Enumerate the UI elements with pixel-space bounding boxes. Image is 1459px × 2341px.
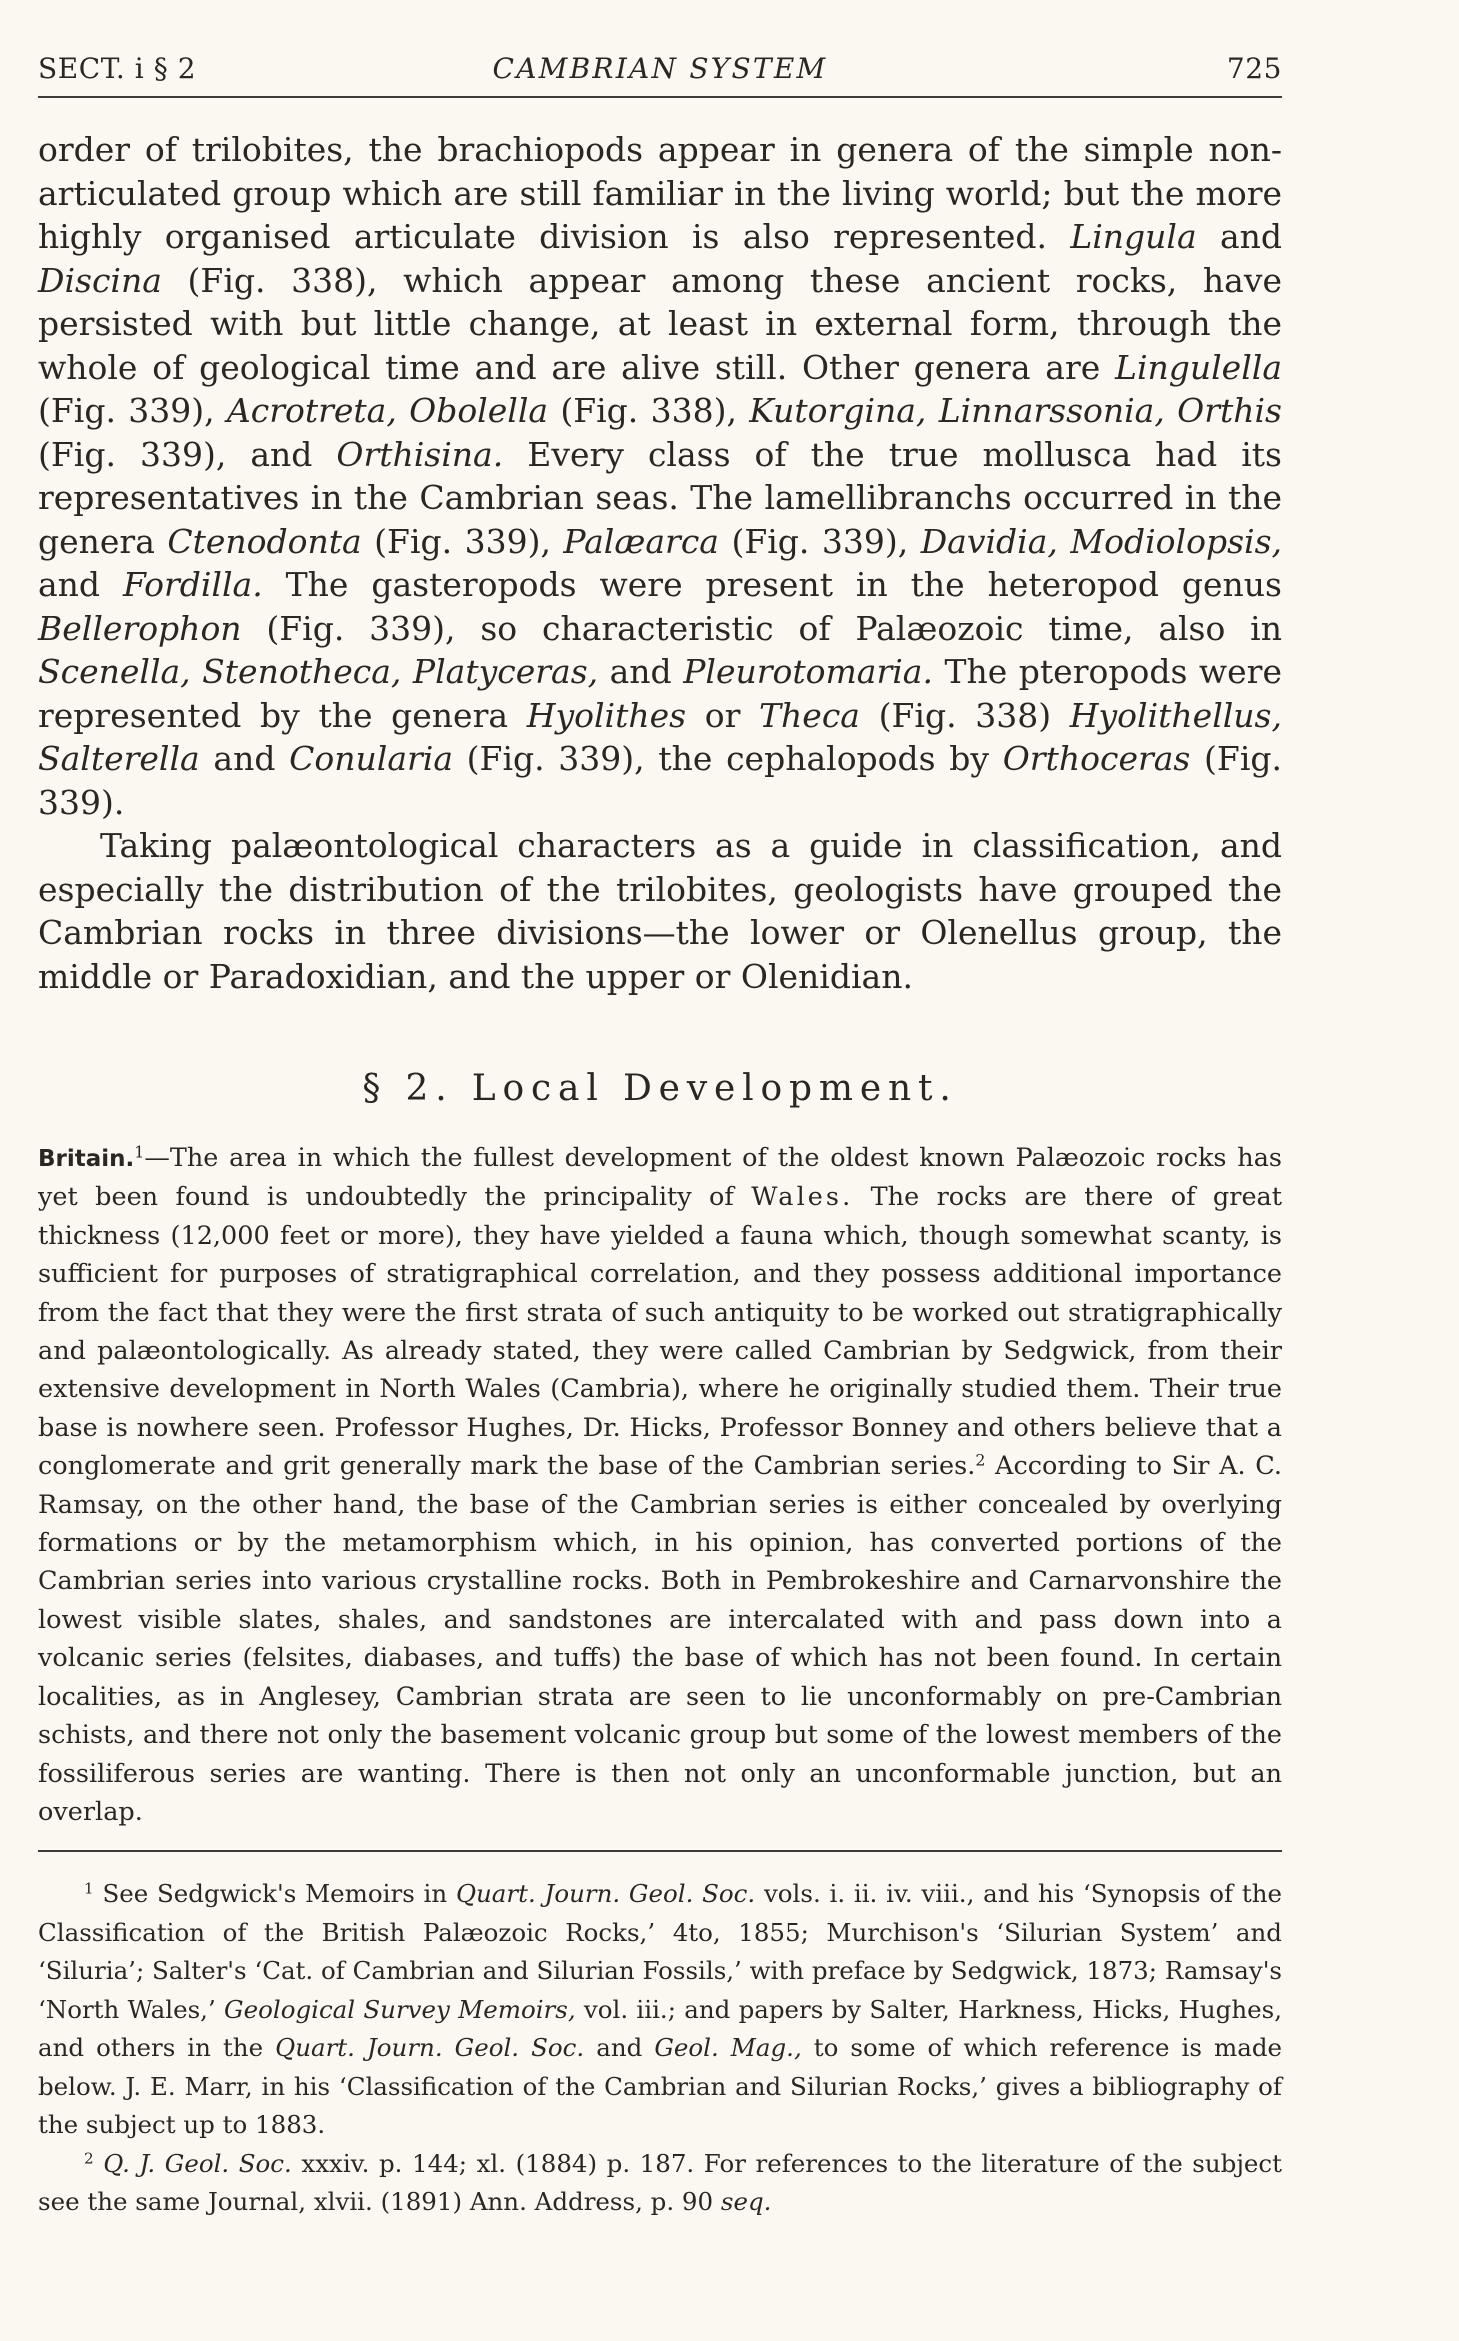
main-text (38, 128, 1282, 998)
paragraph-classification: Taking palæontological characters as a guide in classification, and especially the distribution of the trilobites, geologists have grouped the Cambrian rocks in three divisions—the lower or Olenellus group, the middle or Paradoxidian, and the upper or Olenidian. (38, 826, 1282, 996)
text-run: (Fig. 338), which appear among these ancient rocks, have persisted with but little change, at least in external form, through the whole of geological time and are alive still. Other genera are (38, 260, 1282, 387)
text-run: The pteropods were represented by the genera (38, 652, 1282, 735)
citation-title: Quart. Journ. Geol. Soc. (275, 2033, 585, 2063)
text-run: (Fig. 338) (859, 695, 1070, 735)
footnote-1 (38, 1875, 1282, 2145)
text-run: See Sedgwick's Memoirs in (93, 1879, 456, 1909)
footnote-divider (38, 1850, 1282, 1852)
genus-name: Acrotreta, Obolella (226, 391, 549, 430)
text-run: and (38, 565, 123, 604)
genus-name: Orthoceras (1002, 739, 1191, 778)
text-run: (Fig. 339), (718, 521, 921, 561)
genus-name: Conularia (289, 739, 453, 778)
genus-name: Pleurotomaria. (683, 652, 933, 691)
genus-name: Hyolithes (526, 695, 687, 735)
genus-name: Bellerophon (38, 608, 242, 648)
genus-name: Discina (38, 260, 162, 300)
text-run: (Fig. 339), the cephalopods by (453, 739, 1003, 778)
text-run: order of trilobites, the brachiopods appear in genera of the simple non-articulated group which are still familiar in the living world; but the more highly organised articulate division is also represented. (38, 130, 1282, 256)
text-run: xxxiv. p. 144; xl. (1884) p. 187. For references to the literature of the subject see the same Journal, xlvii. (1891) Ann. Address, p. 90 (38, 2148, 1282, 2217)
genus-name: Fordilla. (123, 565, 263, 604)
citation-title: Q. J. Geol. Soc. (103, 2148, 292, 2178)
text-run (94, 2149, 104, 2178)
text-run: —The area in which the fullest development of the oldest known Palæozoic rocks has yet been found is undoubtedly the principality of (38, 1143, 1282, 1213)
citation-title: seq. (720, 2187, 772, 2217)
text-run: (Fig. 339), so characteristic of Palæozoic time, also in (241, 608, 1282, 648)
text-run: (Fig. 339), (38, 391, 227, 430)
text-run: vols. i. ii. iv. viii., and his ‘Synopsis of the Classification of the British Palæozoic Rocks,’ 4to, 1855; Murchison's ‘Silurian System’ and ‘Siluria’; Salter's ‘Cat. of Cambrian and Silurian Fossils,’ with preface by Sedgwick, 1873; Ramsay's ‘North Wales,’ (38, 1879, 1282, 2024)
text-run: vol. iii.; and papers by Salter, Harkness, Hicks, Hughes, and others in the (38, 1994, 1282, 2063)
genus-name: Scenella, Stenotheca, Platyceras, (38, 652, 599, 691)
text-run: and (1196, 217, 1283, 256)
text-run: According to Sir A. C. Ramsay, on the other hand, the base of the Cambrian series is either concealed by overlying formations or by the metamorphism which, in his opinion, has converted portions of the Cambrian series into various crystalline rocks. Both in Pembrokeshire and Carnarvonshire the lowest visible slates, shales, and sandstones are intercalated with and pass down into a volcanic series (felsites, diabases, and tuffs) the base of which has not been found. In certain localities, as in Anglesey, Cambrian strata are seen to lie unconformably on pre-Cambrian schists, and there not only the basement volcanic group but some of the lowest members of the fossiliferous series are wanting. There is then not only an unconformable junction, but an overlap. (38, 1451, 1283, 1827)
text-run: or (686, 695, 760, 735)
genus-name: Orthisina. (336, 434, 504, 474)
running-head (38, 52, 1282, 98)
citation-title: Geol. Mag., (654, 2033, 802, 2063)
genus-name: Palæarca (563, 521, 719, 561)
footnote-2 (38, 2145, 1282, 2222)
genus-name: Theca (759, 695, 860, 735)
section-heading: § 2. Local Development. (362, 1068, 958, 1109)
genus-name: Ctenodonta (167, 521, 362, 561)
text-run: The rocks are there of great thickness (12,000 feet or more), they have yielded a fauna which, though somewhat scanty, is sufficient for purposes of stratigraphical correlation, and they possess additional importance from the fact that they were the first strata of such antiquity to be worked out stratigraphically and palæontologically. As already stated, they were called Cambrian by Sedgwick, from their extensive development in North Wales (Cambria), where he originally studied them. Their true base is nowhere seen. Professor Hughes, Dr. Hicks, Professor Bonney and others believe that a conglomerate and grit generally mark the base of the Cambrian series. (38, 1182, 1282, 1482)
genus-name: Kutorgina, Linnarssonia, Orthis (749, 391, 1282, 430)
citation-title: Quart. Journ. Geol. Soc. (455, 1879, 756, 1909)
text-run: (Fig. 339), and (38, 434, 337, 474)
genus-name: Davidia, Modiolopsis, (920, 521, 1282, 561)
text-run: The gasteropods were present in the heteropod genus (262, 565, 1282, 604)
genus-name: Hyolithellus, Salterella (38, 695, 1282, 778)
text-run: and (598, 652, 684, 691)
text-run: Every class of the true mollusca had its representatives in the Cambrian seas. The lamellibranchs occurred in the genera (38, 434, 1282, 561)
footnote-reference-2[interactable]: 2 (975, 1450, 986, 1470)
text-run: (Fig. 338), (548, 391, 750, 430)
citation-title: Geological Survey Memoirs, (224, 1994, 576, 2024)
footnote-mark: 2 (84, 2149, 94, 2168)
genus-name: Lingulella (1115, 347, 1282, 387)
run-in-heading: Britain. (38, 1146, 135, 1172)
footnotes (38, 1875, 1282, 2222)
text-run: and (584, 2033, 655, 2063)
page-number: 725 (1226, 52, 1282, 85)
text-run: and (199, 739, 290, 778)
footnote-mark: 1 (84, 1879, 94, 1898)
text-run: (Fig. 339). (38, 739, 1282, 822)
text-run: (Fig. 339), (361, 521, 564, 561)
genus-name: Lingula (1070, 217, 1197, 256)
text-run: to some of which reference is made below. J. E. Marr, in his ‘Classification of the Cambrian and Silurian Rocks,’ gives a bibliography of the subject up to 1883. (38, 2033, 1282, 2140)
footnote-reference-1[interactable]: 1 (134, 1142, 145, 1162)
text-run-spaced: Wales. (751, 1182, 854, 1213)
paragraph-fauna (38, 128, 1282, 824)
section-reference: SECT. i § 2 (38, 52, 197, 85)
running-title: CAMBRIAN SYSTEM (492, 52, 828, 85)
britain-section (38, 1139, 1282, 1831)
paragraph-britain (38, 1139, 1282, 1831)
